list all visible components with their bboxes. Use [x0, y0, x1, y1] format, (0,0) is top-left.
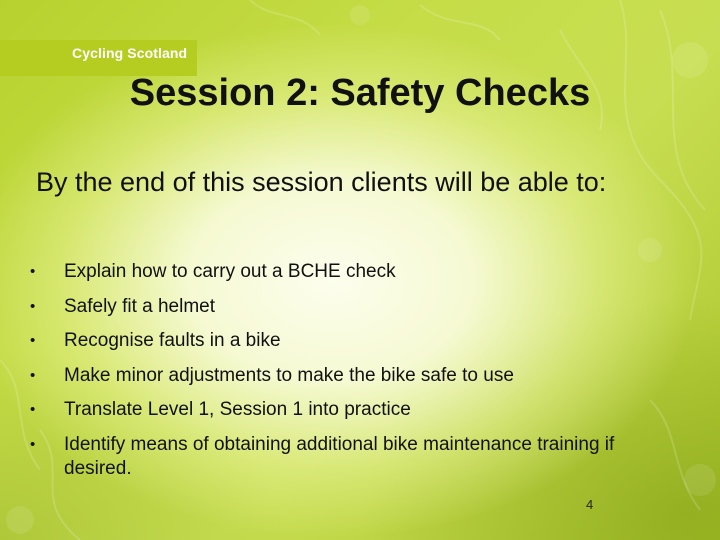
bullet-list [30, 260, 670, 491]
list-item [30, 295, 670, 319]
cycling-scotland-logo: Cycling Scotland [72, 45, 188, 61]
bullet-icon: • [30, 263, 36, 280]
bullet-text: Explain how to carry out a BCHE check [64, 261, 396, 282]
bullet-icon: • [30, 401, 36, 418]
bullet-text: Translate Level 1, Session 1 into practice [64, 399, 411, 420]
bullet-text: Make minor adjustments to make the bike safe to use [64, 364, 514, 386]
list-item [30, 433, 670, 481]
list-item [30, 260, 670, 284]
list-item [30, 329, 670, 353]
list-item [30, 398, 670, 422]
bullet-text: Recognise faults in a bike [64, 330, 281, 351]
page-number: 4 [586, 497, 594, 512]
bullet-icon: • [30, 435, 36, 453]
bullet-icon: • [30, 332, 36, 349]
list-item [30, 364, 670, 388]
bullet-icon: • [30, 366, 36, 384]
bullet-text: Safely fit a helmet [64, 295, 216, 317]
slide-intro: By the end of this session clients will be able to: [36, 167, 607, 197]
slide-title: Session 2: Safety Checks [129, 72, 591, 114]
bullet-text: Identify means of obtaining additional bike maintenance training if desired. [64, 433, 615, 479]
bullet-icon: • [30, 297, 36, 315]
